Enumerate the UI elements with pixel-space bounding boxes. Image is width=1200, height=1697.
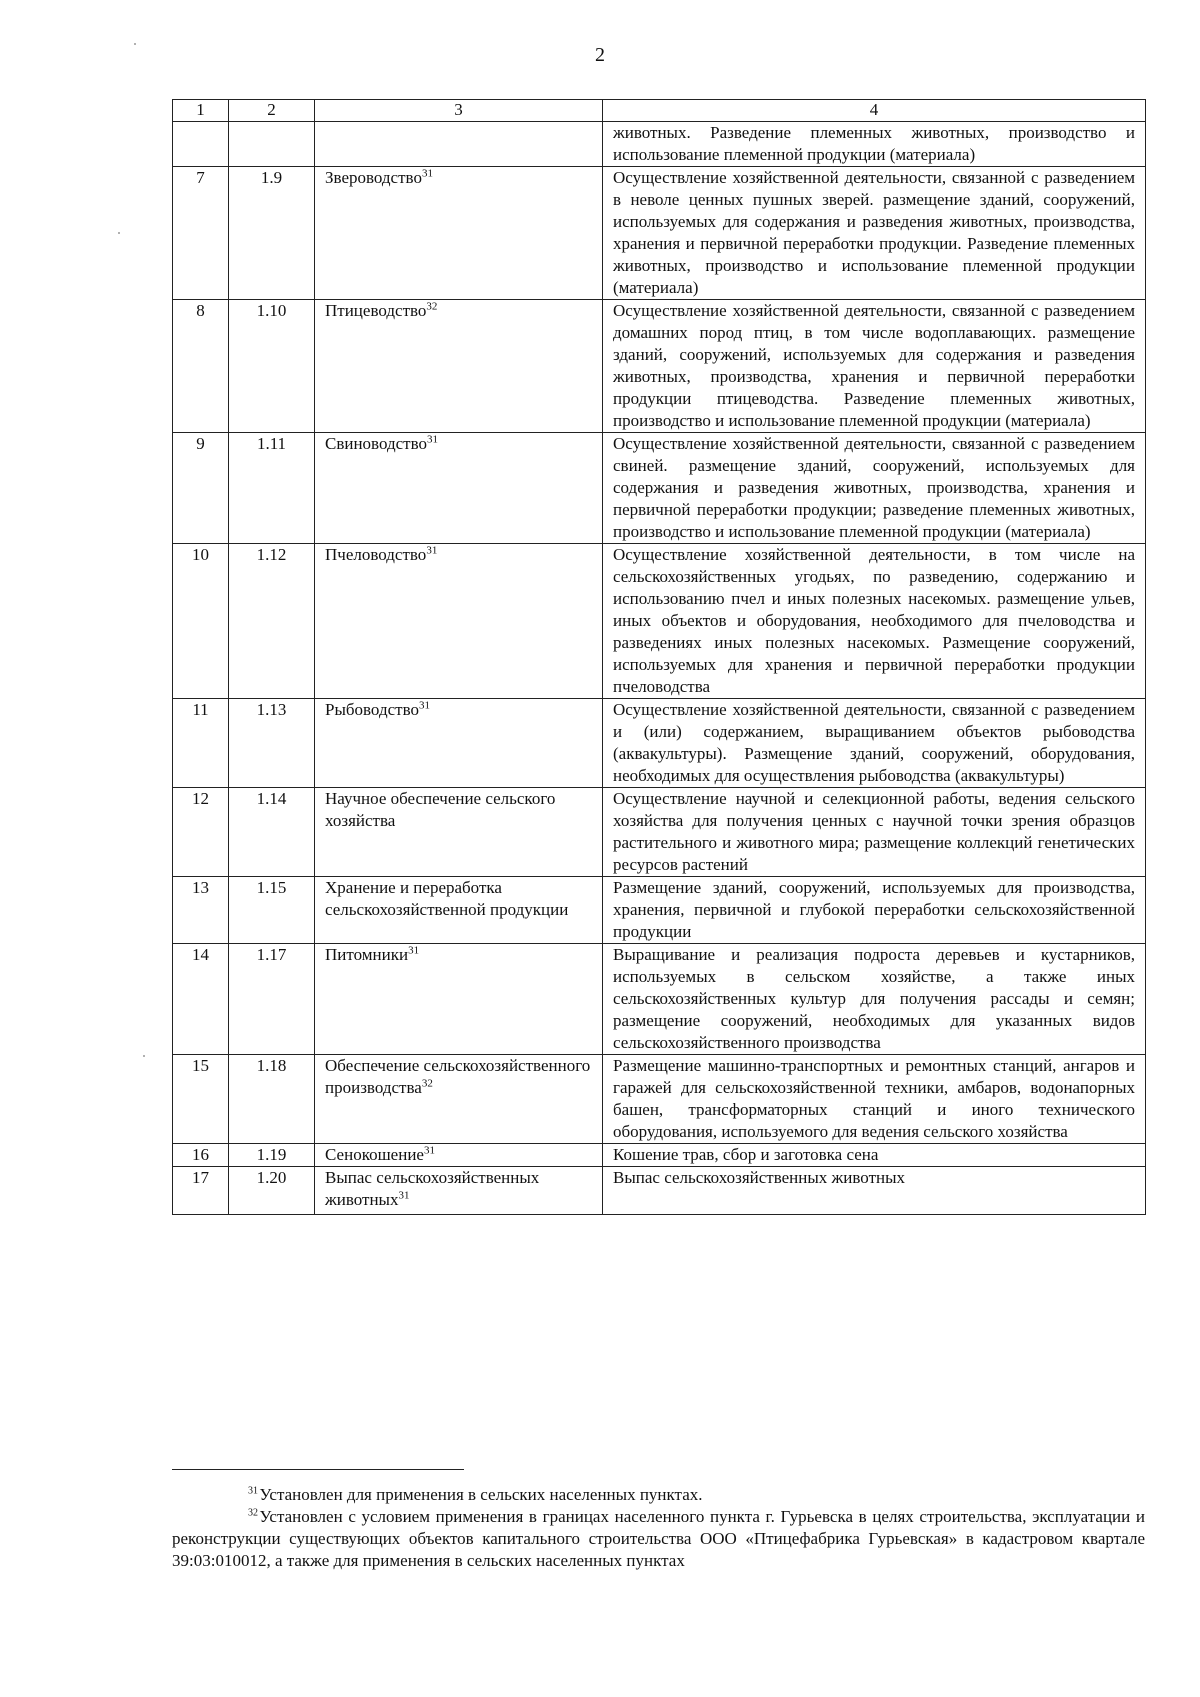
row-number: 16 (173, 1144, 229, 1167)
use-name-text: Научное обеспечение сельского хозяйства (325, 789, 556, 830)
use-description: Осуществление хозяйственной деятельности, в том числе на сельскохозяйственных угодьях, по разведению, содержанию и использованию пчел и иных полезных насекомых. размещение ульев, иных объектов и оборудования, необходимого для пчеловодства и разведениях иных полезных насекомых. Размещение сооружений, используемых для хранения и первичной переработки продукции пчеловодства (603, 544, 1146, 699)
table-row (173, 1167, 1146, 1215)
table-row (173, 1055, 1146, 1144)
footnote-ref: 31 (421, 167, 433, 180)
row-number: 15 (173, 1055, 229, 1144)
use-name (315, 699, 603, 788)
table-row (173, 1144, 1146, 1167)
use-name (315, 788, 603, 877)
table-row (173, 544, 1146, 699)
row-number: 14 (173, 944, 229, 1055)
use-name-text: Пчеловодство (325, 545, 427, 564)
use-description: Осуществление хозяйственной деятельности, связанной с разведением свиней. размещение зданий, сооружений, используемых для содержания и разведения животных, производства, хранения и первичной переработки продукции; разведение племенных животных, производство и использование племенной продукции (материала) (603, 433, 1146, 544)
use-code: 1.20 (229, 1167, 315, 1215)
row-number: 7 (173, 167, 229, 300)
land-use-table (172, 99, 1146, 1215)
row-number (173, 122, 229, 167)
footnote-mark: 32 (248, 1507, 258, 1519)
use-name-text: Питомники (325, 945, 409, 964)
footnote-ref: 32 (426, 300, 438, 313)
scan-speck (134, 43, 136, 45)
use-code: 1.10 (229, 300, 315, 433)
footnote-ref: 31 (418, 699, 430, 712)
scan-speck (118, 232, 120, 234)
row-number: 8 (173, 300, 229, 433)
use-name-text: Сенокошение (325, 1145, 424, 1164)
use-description: Размещение машинно-транспортных и ремонтных станций, ангаров и гаражей для сельскохозяйственной техники, амбаров, водонапорных башен, трансформаторных станций и иного технического оборудования, используемого для ведения сельского хозяйства (603, 1055, 1146, 1144)
use-description: Осуществление хозяйственной деятельности, связанной с разведением в неволе ценных пушных зверей. размещение зданий, сооружений, используемых для содержания и разведения животных, производства, хранения и первичной переработки продукции. Разведение племенных животных, производство и использование племенной продукции (материала) (603, 167, 1146, 300)
use-name (315, 1144, 603, 1167)
row-number: 10 (173, 544, 229, 699)
use-name-text: Выпас сельскохозяйственных животных (325, 1168, 540, 1209)
footnote-ref: 31 (426, 544, 438, 557)
row-number: 17 (173, 1167, 229, 1215)
footnote-ref: 31 (408, 944, 420, 957)
column-header-4: 4 (603, 100, 1146, 122)
footnote-ref: 31 (398, 1189, 410, 1202)
footnote-text: Установлен с условием применения в границах населенного пункта г. Гурьевска в целях строительства, эксплуатации и реконструкции существующих объектов капитального строительства ООО «Птицефабрика Гурьевская» в кадастровом квартале 39:03:010012, а также для применения в сельских населенных пунктах (172, 1507, 1145, 1570)
use-description: Размещение зданий, сооружений, используемых для производства, хранения, первичной и глубокой переработки сельскохозяйственной продукции (603, 877, 1146, 944)
use-name-text: Звероводство (325, 168, 422, 187)
row-number: 11 (173, 699, 229, 788)
table-row (173, 944, 1146, 1055)
use-code: 1.17 (229, 944, 315, 1055)
table-row (173, 433, 1146, 544)
use-description: Осуществление хозяйственной деятельности, связанной с разведением и (или) содержанием, выращиванием объектов рыбоводства (аквакультуры). Размещение зданий, сооружений, оборудования, необходимых для осуществления рыбоводства (аквакультуры) (603, 699, 1146, 788)
footnote-ref: 31 (427, 433, 439, 446)
use-name-text: Рыбоводство (325, 700, 419, 719)
page-number: 2 (595, 44, 605, 66)
use-name (315, 300, 603, 433)
use-code: 1.12 (229, 544, 315, 699)
use-description: Выпас сельскохозяйственных животных (603, 1167, 1146, 1215)
use-description: Осуществление научной и селекционной работы, ведения сельского хозяйства для получения ценных с научной точки зрения образцов растительного и животного мира; размещение коллекций генетических ресурсов растений (603, 788, 1146, 877)
use-code: 1.9 (229, 167, 315, 300)
use-name (315, 167, 603, 300)
use-description: Кошение трав, сбор и заготовка сена (603, 1144, 1146, 1167)
footnote-mark: 31 (248, 1485, 258, 1497)
table-row (173, 122, 1146, 167)
use-name (315, 944, 603, 1055)
table-header-row (173, 100, 1146, 122)
footnote-32 (172, 1506, 1145, 1572)
column-header-2: 2 (229, 100, 315, 122)
use-code: 1.13 (229, 699, 315, 788)
use-name-text: Хранение и переработка сельскохозяйственной продукции (325, 878, 569, 919)
use-name (315, 544, 603, 699)
table-row (173, 300, 1146, 433)
use-code: 1.14 (229, 788, 315, 877)
use-code: 1.19 (229, 1144, 315, 1167)
scan-speck (143, 1055, 145, 1057)
use-name (315, 877, 603, 944)
use-code: 1.11 (229, 433, 315, 544)
table-row (173, 699, 1146, 788)
footnote-ref: 31 (423, 1144, 435, 1157)
use-description: Выращивание и реализация подроста деревьев и кустарников, используемых в сельском хозяйстве, а также иных сельскохозяйственных культур для получения рассады и семян; размещение сооружений, необходимых для указанных видов сельскохозяйственного производства (603, 944, 1146, 1055)
column-header-1: 1 (173, 100, 229, 122)
row-number: 13 (173, 877, 229, 944)
use-description: животных. Разведение племенных животных, производство и использование племенной продукции (материала) (603, 122, 1146, 167)
footnote-text: Установлен для применения в сельских населенных пунктах. (259, 1485, 703, 1504)
table-row (173, 877, 1146, 944)
footnote-ref: 32 (421, 1077, 433, 1090)
use-code (229, 122, 315, 167)
footnotes (172, 1484, 1145, 1572)
footnote-31 (172, 1484, 1145, 1506)
use-name-text: Свиноводство (325, 434, 428, 453)
row-number: 12 (173, 788, 229, 877)
row-number: 9 (173, 433, 229, 544)
table-row (173, 167, 1146, 300)
use-name (315, 1055, 603, 1144)
use-name (315, 122, 603, 167)
use-name-text: Обеспечение сельскохозяйственного производства (325, 1056, 591, 1097)
footnote-separator (172, 1469, 464, 1470)
use-code: 1.18 (229, 1055, 315, 1144)
use-name-text: Птицеводство (325, 301, 427, 320)
use-name (315, 433, 603, 544)
use-code: 1.15 (229, 877, 315, 944)
table-row (173, 788, 1146, 877)
use-name (315, 1167, 603, 1215)
use-description: Осуществление хозяйственной деятельности, связанной с разведением домашних пород птиц, в том числе водоплавающих. размещение зданий, сооружений, используемых для содержания и разведения животных, производства, хранения и первичной переработки продукции птицеводства. Разведение племенных животных, производство и использование племенной продукции (материала) (603, 300, 1146, 433)
column-header-3: 3 (315, 100, 603, 122)
